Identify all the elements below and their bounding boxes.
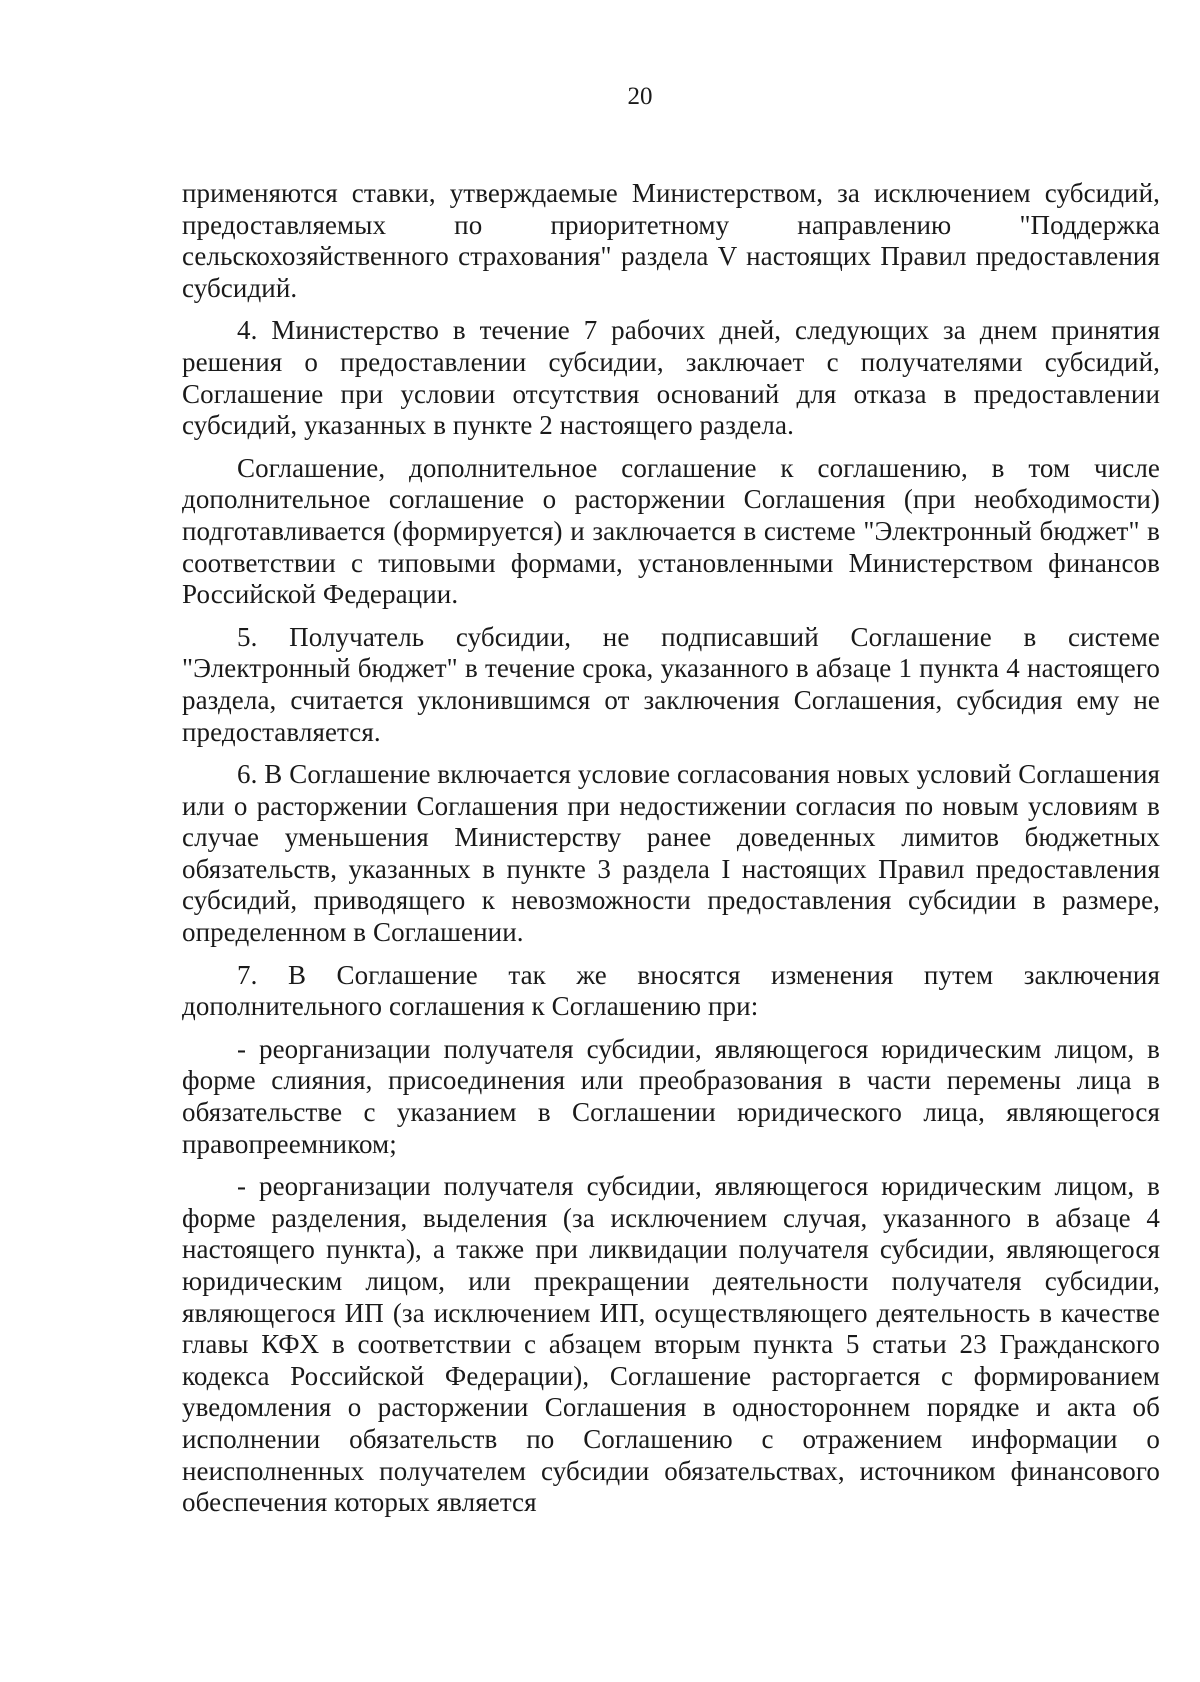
paragraph-continuation: применяются ставки, утверждаемые Министерством, за исключением субсидий, предоставляемых по приоритетному направлению "Поддержка сельскохозяйственного страхования" раздела V настоящих Правил предоставления субсидий. <box>182 178 1160 303</box>
paragraph-list-item-merger: - реорганизации получателя субсидии, являющегося юридическим лицом, в форме слияния, присоединения или преобразования в части перемены лица в обязательстве с указанием в Соглашении юридического лица, являющегося правопреемником; <box>182 1033 1160 1159</box>
document-body <box>182 178 1160 1530</box>
paragraph-agreement-form: Соглашение, дополнительное соглашение к соглашению, в том числе дополнительное соглашение о расторжении Соглашения (при необходимости) подготавливается (формируется) и заключается в системе "Электронный бюджет" в соответствии с типовыми формами, установленными Министерством финансов Российской Федерации. <box>182 452 1160 610</box>
paragraph-item-4: 4. Министерство в течение 7 рабочих дней, следующих за днем принятия решения о предоставлении субсидии, заключает с получателями субсидий, Соглашение при условии отсутствия оснований для отказа в предоставлении субсидий, указанных в пункте 2 настоящего раздела. <box>182 315 1160 441</box>
paragraph-item-7: 7. В Соглашение так же вносятся изменения путем заключения дополнительного соглашения к Соглашению при: <box>182 959 1160 1022</box>
paragraph-list-item-division: - реорганизации получателя субсидии, являющегося юридическим лицом, в форме разделения, выделения (за исключением случая, указанного в абзаце 4 настоящего пункта), а также при ликвидации получателя субсидии, являющегося юридическим лицом, или прекращении деятельности получателя субсидии, являющегося ИП (за исключением ИП, осуществляющего деятельность в качестве главы КФХ в соответствии с абзацем вторым пункта 5 статьи 23 Гражданского кодекса Российской Федерации), Соглашение расторгается с формированием уведомления о расторжении Соглашения в одностороннем порядке и акта об исполнении обязательств по Соглашению с отражением информации о неисполненных получателем субсидии обязательствах, источником финансового обеспечения которых является <box>182 1171 1160 1518</box>
page-number: 20 <box>627 83 653 110</box>
paragraph-item-6: 6. В Соглашение включается условие согласования новых условий Соглашения или о расторжении Соглашения при недостижении согласия по новым условиям в случае уменьшения Министерству ранее доведенных лимитов бюджетных обязательств, указанных в пункте 3 раздела I настоящих Правил предоставления субсидий, приводящего к невозможности предоставления субсидии в размере, определенном в Соглашении. <box>182 759 1161 948</box>
paragraph-item-5: 5. Получатель субсидии, не подписавший Соглашение в системе "Электронный бюджет" в течение срока, указанного в абзаце 1 пункта 4 настоящего раздела, считается уклонившимся от заключения Соглашения, субсидия ему не предоставляется. <box>182 621 1160 747</box>
